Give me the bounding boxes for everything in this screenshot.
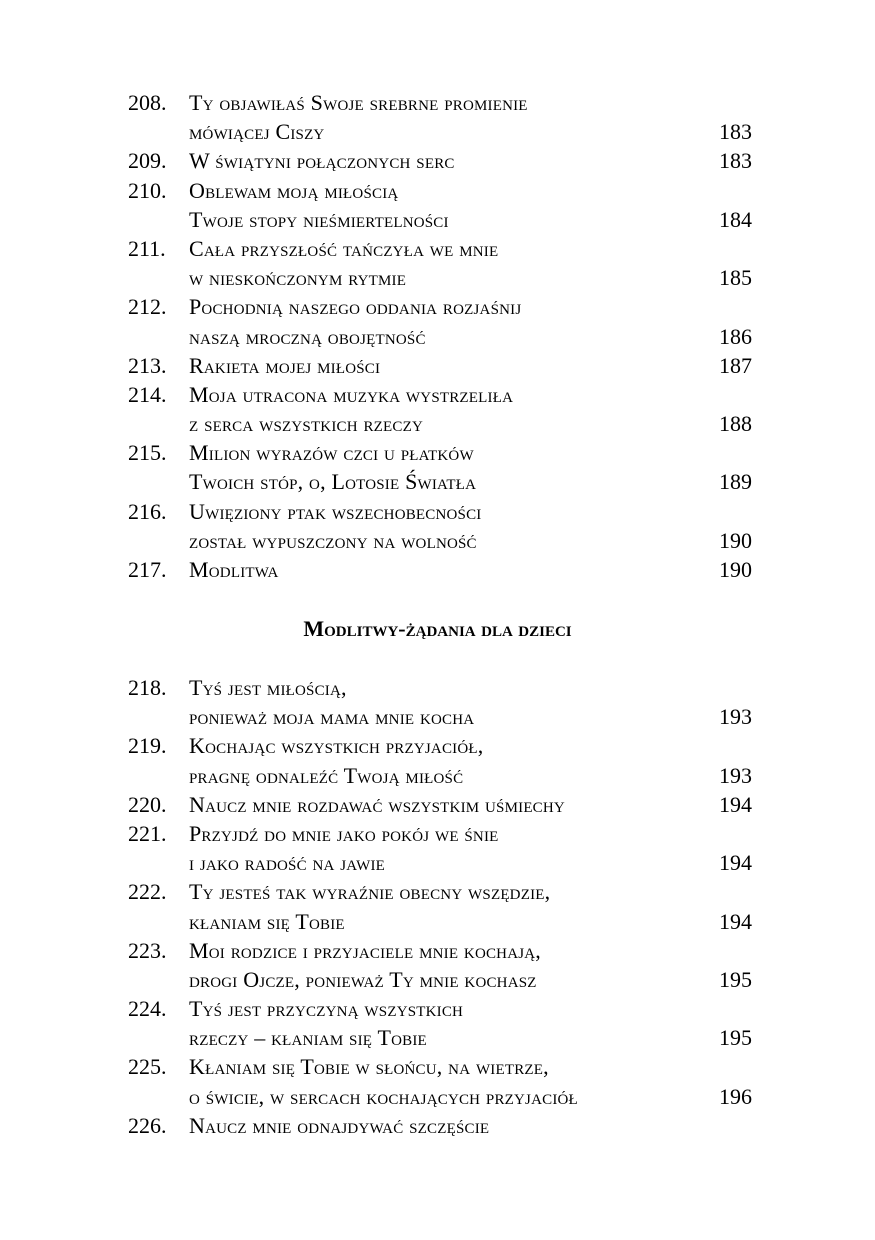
entry-page-number: 187 [719,352,752,378]
entry-number: 225. [128,1054,167,1080]
entry-number: 216. [128,498,167,524]
toc-line [128,292,752,321]
toc-line [128,146,752,175]
entry-number: 208. [128,90,167,115]
entry-page-number: 194 [719,908,752,934]
entry-number: 214. [128,381,167,407]
entry-title: Ty jesteś tak wyraźnie obecny wszędzie, [189,879,551,905]
entry-number: 223. [128,937,167,963]
entry-number: 218. [128,675,167,700]
entry-title: Modlitwa [189,557,279,582]
toc-line [128,994,752,1023]
entry-title: z serca wszystkich rzeczy [189,411,424,437]
toc-line [128,1052,752,1081]
toc-line [128,1023,752,1052]
entry-title: w nieskończonym rytmie [189,265,407,291]
entry-page-number: 190 [719,527,752,553]
entry-page-number: 193 [719,762,752,788]
entry-page-number: 194 [719,850,752,876]
toc-line [128,438,752,467]
entry-number: 210. [128,177,167,203]
entry-title: Naucz mnie odnajdywać szczęście [189,1112,490,1138]
toc-line [128,702,752,731]
toc-line [128,117,752,146]
entry-page-number: 195 [719,966,752,992]
entry-title: Twoje stopy nieśmiertelności [189,206,449,232]
entry-number: 226. [128,1112,167,1138]
entry-page-number: 183 [719,148,752,174]
entry-title: Ty objawiłaś Swoje srebrne promienie [189,90,528,115]
entry-number: 215. [128,440,167,466]
entry-number: 211. [128,235,166,261]
toc-line [128,1082,752,1111]
section-heading: Modlitwy-żądania dla dzieci [303,616,572,641]
toc-line [128,848,752,877]
entry-page-number: 184 [719,206,752,232]
toc-line [128,790,752,819]
entry-page-number: 188 [719,411,752,437]
entry-number: 219. [128,733,167,759]
toc-line [128,380,752,409]
toc-line [128,409,752,438]
toc-line [128,761,752,790]
entry-number: 220. [128,791,167,817]
toc-line [128,322,752,351]
toc-line [128,907,752,936]
toc-line [128,497,752,526]
toc-line [128,176,752,205]
entry-title: Przyjdź do mnie jako pokój we śnie [189,820,499,846]
entry-title: Twoich stóp, o, Lotosie Światła [189,469,477,495]
entry-title: Kochając wszystkich przyjaciół, [189,733,484,759]
toc-line [128,351,752,380]
toc-list-top [128,88,752,584]
entry-number: 221. [128,820,167,846]
entry-title: Kłaniam się Tobie w słońcu, na wietrze, [189,1054,549,1080]
entry-page-number: 195 [719,1025,752,1051]
toc-line [128,467,752,496]
entry-title: naszą mroczną obojętność [189,323,426,349]
entry-title: Tyś jest przyczyną wszystkich [189,996,464,1022]
entry-title: rzeczy – kłaniam się Tobie [189,1025,427,1051]
toc-line [128,877,752,906]
entry-page-number: 186 [719,323,752,349]
entry-title: kłaniam się Tobie [189,908,345,934]
entry-title: o świcie, w sercach kochających przyjaciół [189,1083,578,1109]
entry-title: W świątyni połączonych serc [189,148,455,174]
entry-page-number: 185 [719,265,752,291]
entry-page-number: 190 [719,557,752,582]
toc-line [128,965,752,994]
entry-page-number: 193 [719,704,752,730]
toc-line [128,819,752,848]
entry-title: Moi rodzice i przyjaciele mnie kochają, [189,937,542,963]
entry-title: pragnę odnaleźć Twoją miłość [189,762,464,788]
entry-title: Moja utracona muzyka wystrzeliła [189,381,514,407]
entry-title: Milion wyrazów czci u płatków [189,440,474,466]
toc-list-bottom [128,673,752,1140]
entry-title: Uwięziony ptak wszechobecności [189,498,482,524]
toc-line [128,936,752,965]
entry-number: 212. [128,294,167,320]
entry-page-number: 189 [719,469,752,495]
entry-title: Pochodnią naszego oddania rozjaśnij [189,294,522,320]
toc-line [128,673,752,702]
entry-title: drogi Ojcze, ponieważ Ty mnie kochasz [189,966,537,992]
entry-title: Rakieta mojej miłości [189,352,381,378]
toc-line [128,263,752,292]
entry-title: został wypuszczony na wolność [189,527,477,553]
entry-page-number: 183 [719,119,752,145]
entry-page-number: 196 [719,1083,752,1109]
toc-line [128,205,752,234]
entry-number: 222. [128,879,167,905]
toc-line [128,731,752,760]
entry-title: mówiącej Ciszy [189,119,325,145]
entry-title: Oblewam moją miłością [189,177,399,203]
entry-number: 224. [128,996,167,1022]
entry-title: i jako radość na jawie [189,850,386,876]
entry-title: Naucz mnie rozdawać wszystkim uśmiechy [189,791,565,817]
entry-number: 209. [128,148,167,174]
toc-line [128,526,752,555]
entry-page-number: 194 [719,791,752,817]
entry-number: 217. [128,557,167,582]
toc-line [128,88,752,117]
entry-title: ponieważ moja mama mnie kocha [189,704,475,730]
toc-line [128,234,752,263]
toc-line [128,1111,752,1140]
entry-title: Tyś jest miłością, [189,675,347,700]
toc-line [128,555,752,584]
entry-number: 213. [128,352,167,378]
entry-title: Cała przyszłość tańczyła we mnie [189,235,499,261]
